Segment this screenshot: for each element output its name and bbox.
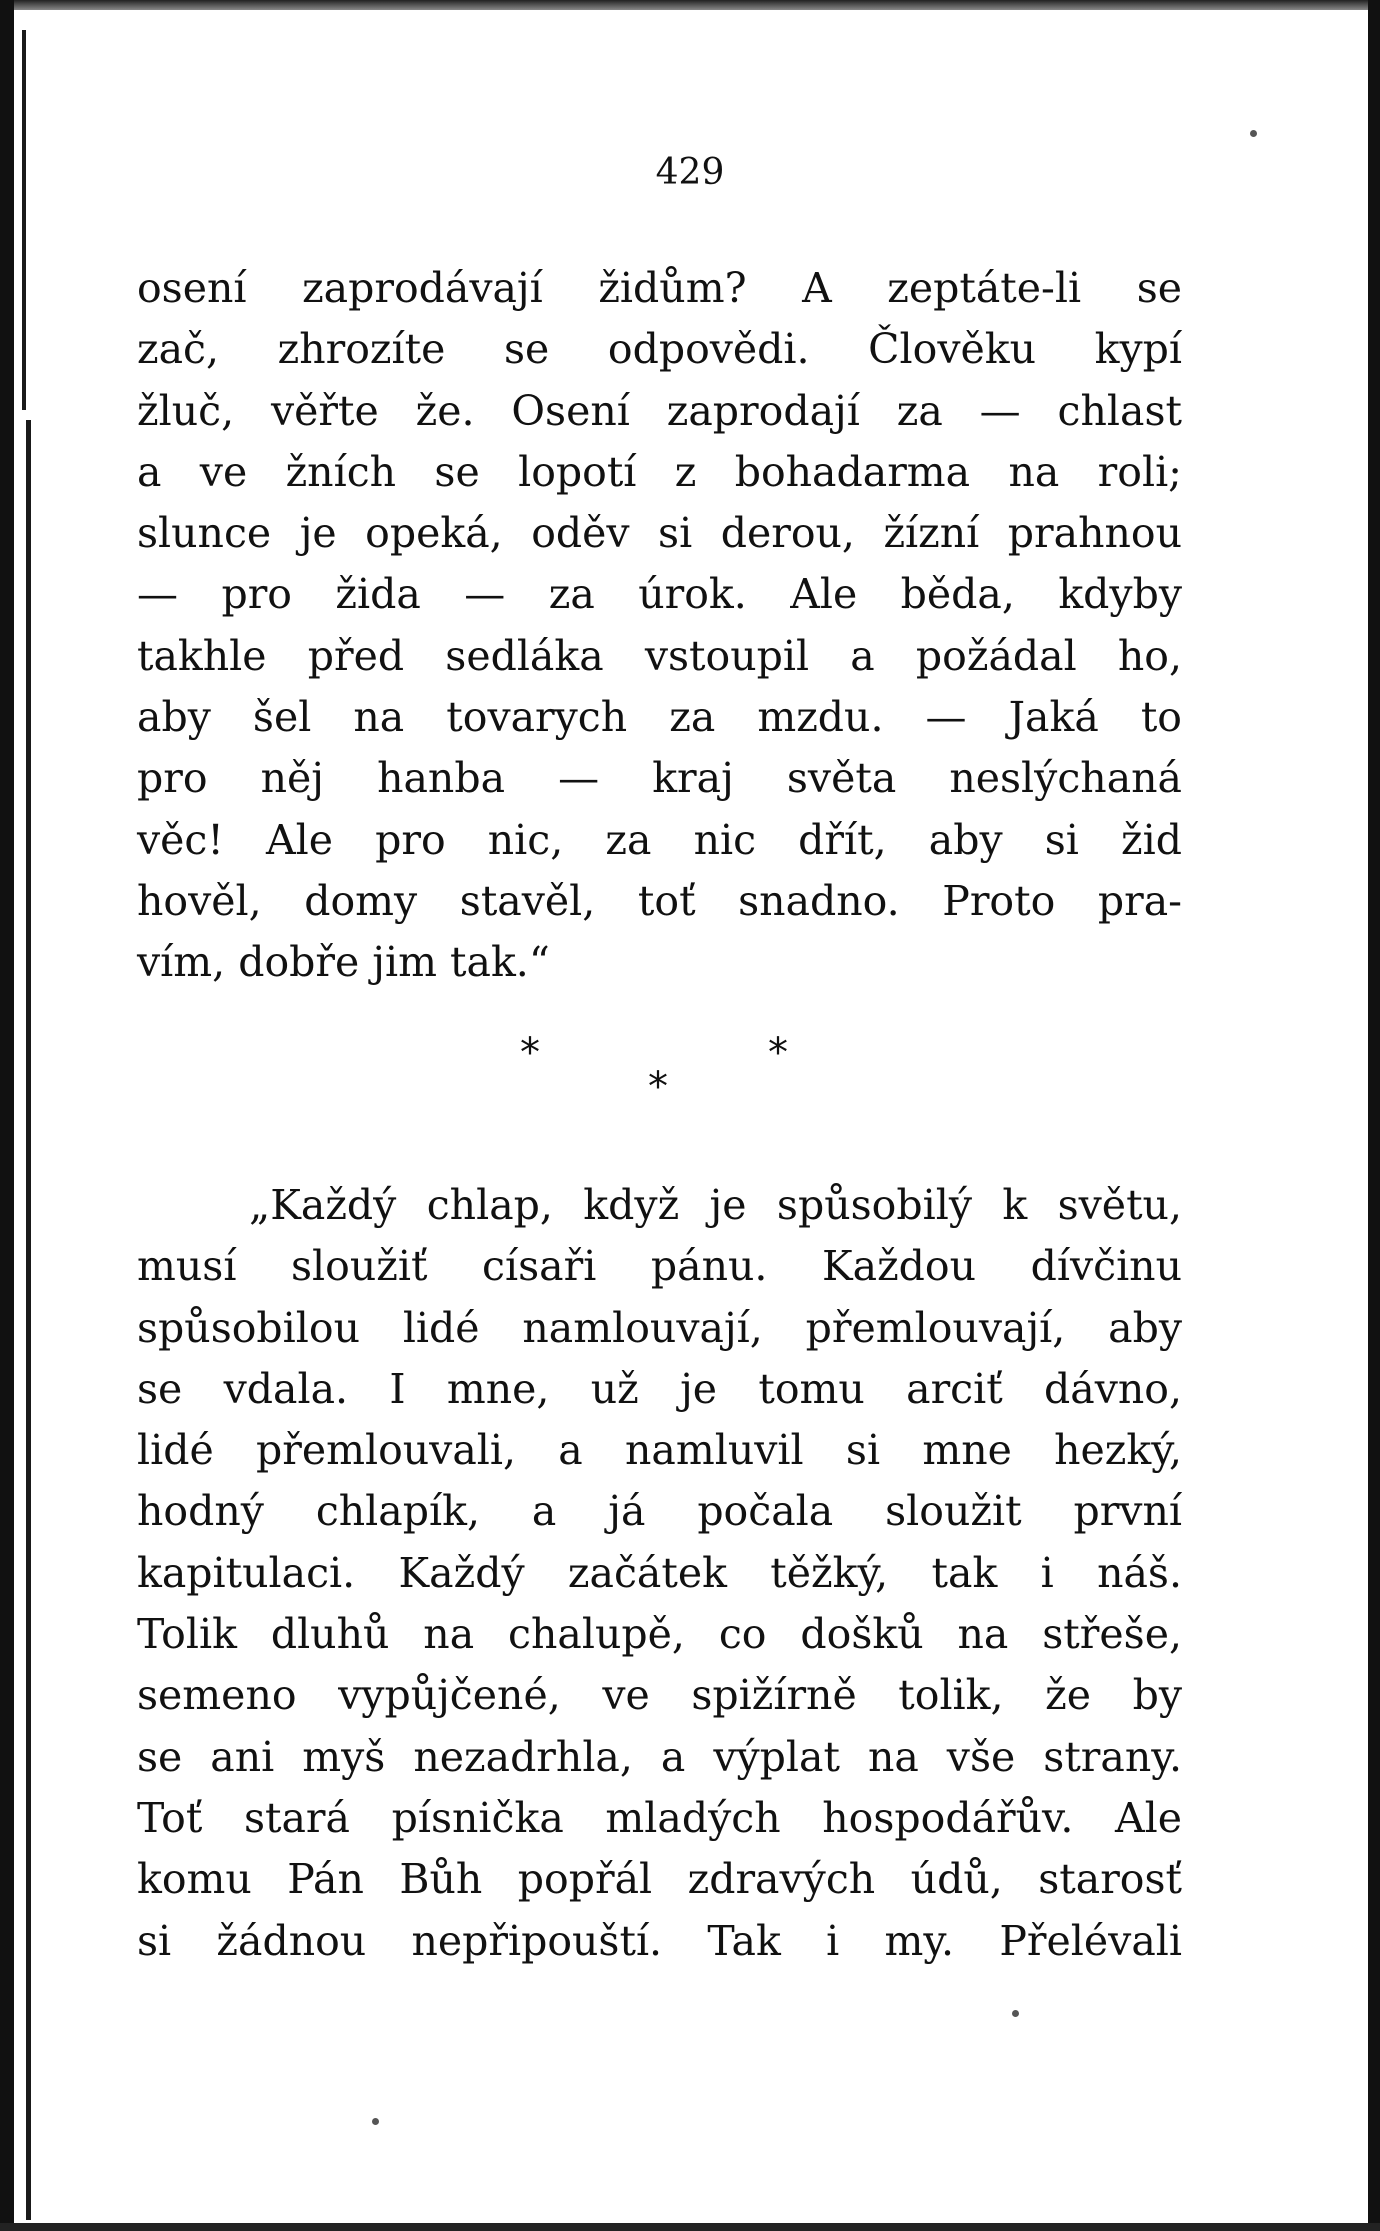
text-line: semeno vypůjčené, ve spižírně tolik, že by [137, 1671, 1182, 1720]
text-line: kapitulaci. Každý začátek těžký, tak i náš. [137, 1548, 1182, 1597]
separator-asterisk: * [648, 1064, 668, 1110]
paragraph-2 [137, 1175, 1182, 1972]
text-line: komu Pán Bůh popřál zdravých údů, starosť [137, 1855, 1182, 1904]
text-line: takhle před sedláka vstoupil a požádal ho, [137, 631, 1182, 680]
text-line: Toť stará písnička mladých hospodářův. Ale [137, 1793, 1182, 1842]
text-line: vím, dobře jim tak.“ [137, 938, 550, 987]
text-line: hodný chlapík, a já počala sloužit první [137, 1487, 1182, 1536]
text-line: slunce je opeká, oděv si derou, žízní prahnou [137, 509, 1182, 558]
scan-binding-line-upper [22, 30, 26, 410]
text-line: si žádnou nepřipouští. Tak i my. Přelévali [137, 1916, 1182, 1965]
text-line: lidé přemlouvali, a namluvil si mne hezký, [137, 1426, 1182, 1475]
text-line: hověl, domy stavěl, toť snadno. Proto pra- [137, 876, 1182, 925]
text-line: musí sloužiť císaři pánu. Každou dívčinu [137, 1242, 1182, 1291]
scan-edge-top [0, 0, 1380, 10]
paragraph-1 [137, 258, 1182, 994]
separator-asterisk: * [520, 1030, 540, 1076]
text-line: „Každý chlap, když je spůsobilý k světu, [249, 1181, 1182, 1229]
text-line: se ani myš nezadrhla, a výplat na vše strany. [137, 1732, 1182, 1781]
scan-speck [1012, 2010, 1019, 2017]
separator-asterisk: * [768, 1030, 788, 1076]
text-line: věc! Ale pro nic, za nic dřít, aby si žid [137, 815, 1182, 864]
text-line: a ve žních se lopotí z bohadarma na roli; [137, 447, 1182, 496]
text-line: zač, zhrozíte se odpovědi. Člověku kypí [137, 325, 1182, 374]
text-line: osení zaprodávají židům? A zeptáte-li se [137, 264, 1182, 312]
text-line: se vdala. I mne, už je tomu arciť dávno, [137, 1364, 1182, 1413]
text-line: pro něj hanba — kraj světa neslýchaná [137, 754, 1182, 803]
page-number: 429 [655, 152, 725, 193]
text-line: spůsobilou lidé namlouvají, přemlouvají, aby [137, 1303, 1182, 1352]
text-line: Tolik dluhů na chalupě, co došků na střeše, [137, 1610, 1182, 1659]
text-line: aby šel na tovarych za mzdu. — Jaká to [137, 693, 1182, 742]
scan-speck [1250, 130, 1257, 137]
text-line: — pro žida — za úrok. Ale běda, kdyby [137, 570, 1182, 619]
scan-speck [372, 2118, 379, 2125]
text-line: žluč, věřte že. Osení zaprodají za — chlast [137, 386, 1182, 435]
scan-binding-line-lower [26, 420, 31, 2220]
section-separator [0, 1030, 1380, 1140]
scan-edge-bottom [0, 2223, 1380, 2231]
